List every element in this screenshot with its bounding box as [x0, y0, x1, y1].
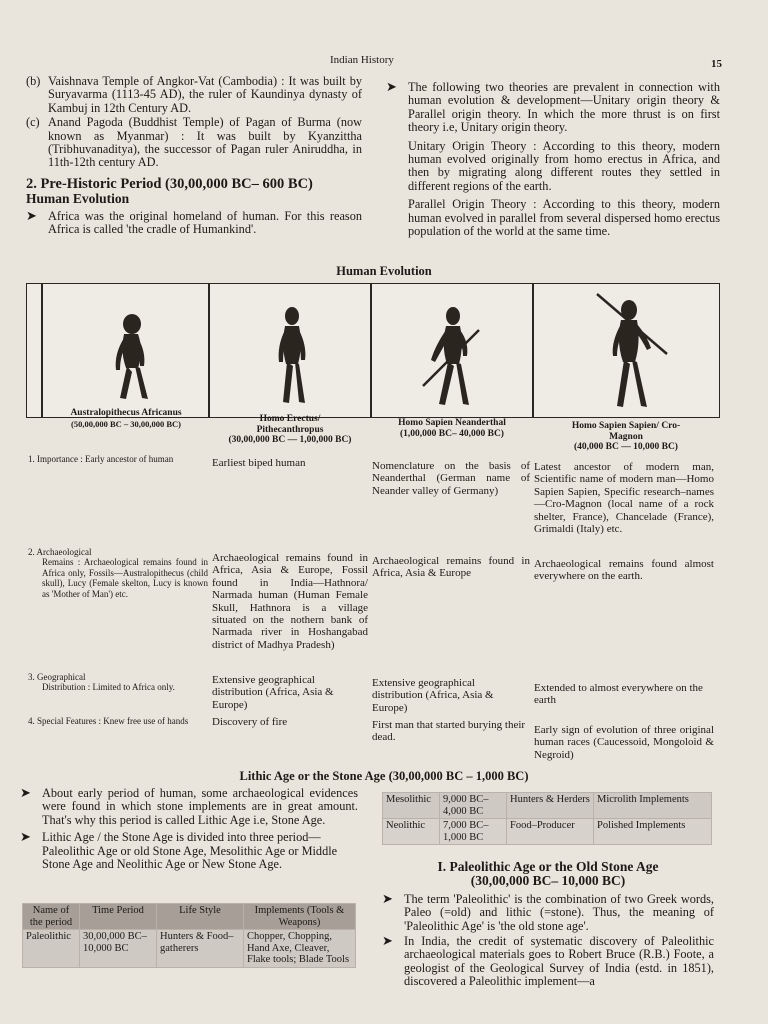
item-c: (c) Anand Pagoda (Buddhist Temple) of Pagan of Burma (now known as Myanmar) : It was built by Kyanzittha (Tribhuvanaditya), the successor of Pagan ruler Aniruddha, in 11th-12th century AD. — [26, 115, 362, 170]
stone-age-table-continued — [382, 792, 712, 845]
australopithecus-figure — [102, 306, 162, 406]
row-special-c3: First man that started burying their dead. — [372, 719, 526, 744]
row-archaeological-c4: Archaeological remains found almost everywhere on the earth. — [534, 558, 714, 583]
lithic-paragraph-1: ➤ About early period of human, some archaeological evidences were found in which stone implements are in great amount. That's why this period is called Lithic Age i.e, Stone Age. — [20, 785, 358, 827]
arrow-bullet-icon: ➤ — [20, 785, 31, 800]
page-header — [0, 54, 768, 70]
row-archaeological-c2: Archaeological remains found in Africa, Asia & Europe, Fossil found in India—Hathnora/ Narmada human (Human Female Skull, Hathnora is a village situated on the nothern bank of Narmada river in Hoshangabad district of Madhya Pradesh) — [212, 552, 368, 651]
paleolithic-period: (30,00,000 BC– 10,000 BC) — [470, 873, 626, 889]
arrow-bullet-icon: ➤ — [382, 890, 393, 906]
arrow-bullet-icon: ➤ — [20, 829, 31, 845]
parallel-theory: Parallel Origin Theory : According to this theory, modern human evolved in parallel from several dispersed homo erectus population of the world at the same time. — [408, 197, 720, 239]
evolution-figure — [26, 283, 720, 418]
table-row: Neolithic 7,000 BC– 1,000 BC Food–Producer Polished Implements — [383, 819, 712, 845]
row-special-c2: Discovery of fire — [212, 716, 288, 728]
row-importance-label: 1. Importance : Early ancestor of human — [28, 454, 174, 464]
homo-erectus-figure — [267, 304, 317, 408]
paleolithic-title: I. Paleolithic Age or the Old Stone Age — [437, 859, 659, 874]
cro-magnon-figure — [587, 290, 677, 412]
unitary-theory: Unitary Origin Theory : According to this theory, modern human evolved originally from homo erectus in Africa, and then by migrating along different routes they settled in different regions of the earth. — [408, 138, 720, 193]
row-geographical-c1: 3. Geographical Distribution : Limited to Africa only. — [28, 672, 175, 693]
species-caption-2: Homo Erectus/ Pithecanthropus (30,00,000 BC — 1,00,000 BC) — [228, 414, 352, 445]
section-title: 2. Pre-Historic Period (30,00,000 BC– 600 BC) — [26, 175, 313, 192]
subsection-title: Human Evolution — [26, 191, 130, 207]
table-row: Paleolithic 30,00,000 BC– 10,000 BC Hunters & Food–gatherers Chopper, Chopping, Hand Axe, Cleaver, Flake tools; Blade Tools — [23, 930, 356, 968]
item-b: (b) Vaishnava Temple of Angkor-Vat (Cambodia) : It was built by Suryavarma (1113-45 AD), the ruler of Kaundinya dynasty of Kambuj in 12th Century AD. — [26, 74, 362, 115]
row-special-label: 4. Special Features : Knew free use of hands — [28, 716, 189, 726]
row-special-c4: Early sign of evolution of three original human races (Caucessoid, Mongoloid & Negroid) — [534, 724, 714, 761]
page-number: 15 — [711, 58, 722, 70]
africa-paragraph: ➤ Africa was the original homeland of human. For this reason Africa is called 'the cradle of Humankind'. — [26, 207, 362, 237]
arrow-bullet-icon: ➤ — [382, 933, 393, 949]
right-bottom-column — [382, 860, 714, 989]
row-archaeological-c1: 2. Archaeological Remains : Archaeological remains found in Africa only, Fossils—Australopithecus (child skull), Lucy (Female skelton, Lucy is known as 'Mother of Man') etc. — [28, 547, 208, 599]
species-caption-1: Australopithecus Africanus (50,00,000 BC – 30,00,000 BC) — [70, 408, 182, 429]
table-header-row: Name of the period Time Period Life Style Implements (Tools & Weapons) — [23, 904, 356, 930]
left-top-column — [26, 75, 362, 236]
evolution-title: Human Evolution — [336, 264, 432, 278]
lithic-age-title: Lithic Age or the Stone Age (30,00,000 BC – 1,000 BC) — [239, 769, 529, 783]
theories-intro: ➤ The following two theories are prevalent in connection with human evolution & development—Unitary origin theory & Parallel origin theory. In which the more thrust is on first theory i.e, Unitary origin theory. — [386, 79, 720, 135]
row-geographical-c3: Extensive geographical distribution (Africa, Asia & Europe) — [372, 677, 494, 714]
arrow-bullet-icon: ➤ — [26, 207, 37, 223]
row-geographical-c2: Extensive geographical distribution (Africa, Asia & Europe) — [212, 674, 334, 711]
table-row: Mesolithic 9,000 BC– 4,000 BC Hunters & Herders Microlith Implements — [383, 793, 712, 819]
running-title: Indian History — [330, 54, 394, 66]
left-bottom-column — [20, 787, 358, 871]
row-archaeological-c3: Archaeological remains found in Africa, Asia & Europe — [372, 555, 530, 580]
row-geographical-c4: Extended to almost everywhere on the earth — [534, 682, 703, 707]
neanderthal-figure — [417, 302, 497, 412]
right-top-column — [386, 81, 720, 238]
paleolithic-paragraph-2: ➤ In India, the credit of systematic discovery of Paleolithic archaeological materials goes to Robert Bruce (R.B.) Foote, a geologist of the Geological Survey of India (estd. in 1851), discovered a Paleolithic implement—a — [382, 933, 714, 989]
lithic-paragraph-2: ➤ Lithic Age / the Stone Age is divided into three period—Paleolithic Age or old Stone Age, Mesolithic Age or Middle Stone Age and Neolithic Age or New Stone Age. — [20, 829, 338, 872]
row-importance-c3: Nomenclature on the basis of Neanderthal (German name of Neander valley of Germany) — [372, 460, 530, 497]
arrow-bullet-icon: ➤ — [386, 79, 397, 94]
species-caption-4: Homo Sapien Sapien/ Cro-Magnon (40,000 BC — 10,000 BC) — [571, 421, 681, 452]
stone-age-table — [22, 903, 356, 968]
paleolithic-paragraph-1: ➤ The term 'Paleolithic' is the combination of two Greek words, Paleo (=old) and lithic (=stone). Thus, the meaning of 'Paleolithic Age' is 'the old stone age'. — [382, 890, 714, 933]
row-importance-c2: Earliest biped human — [212, 457, 306, 469]
row-importance-c4: Latest ancestor of modern man, Scientific name of modern man—Homo Sapien Sapien, Specific research–names—Cro-Magnon (local name of a rock shelter, France), Chancelade (France), Grimaldi (Italy) etc. — [534, 461, 714, 536]
species-caption-3: Homo Sapien Neanderthal (1,00,000 BC– 40,000 BC) — [398, 418, 506, 439]
